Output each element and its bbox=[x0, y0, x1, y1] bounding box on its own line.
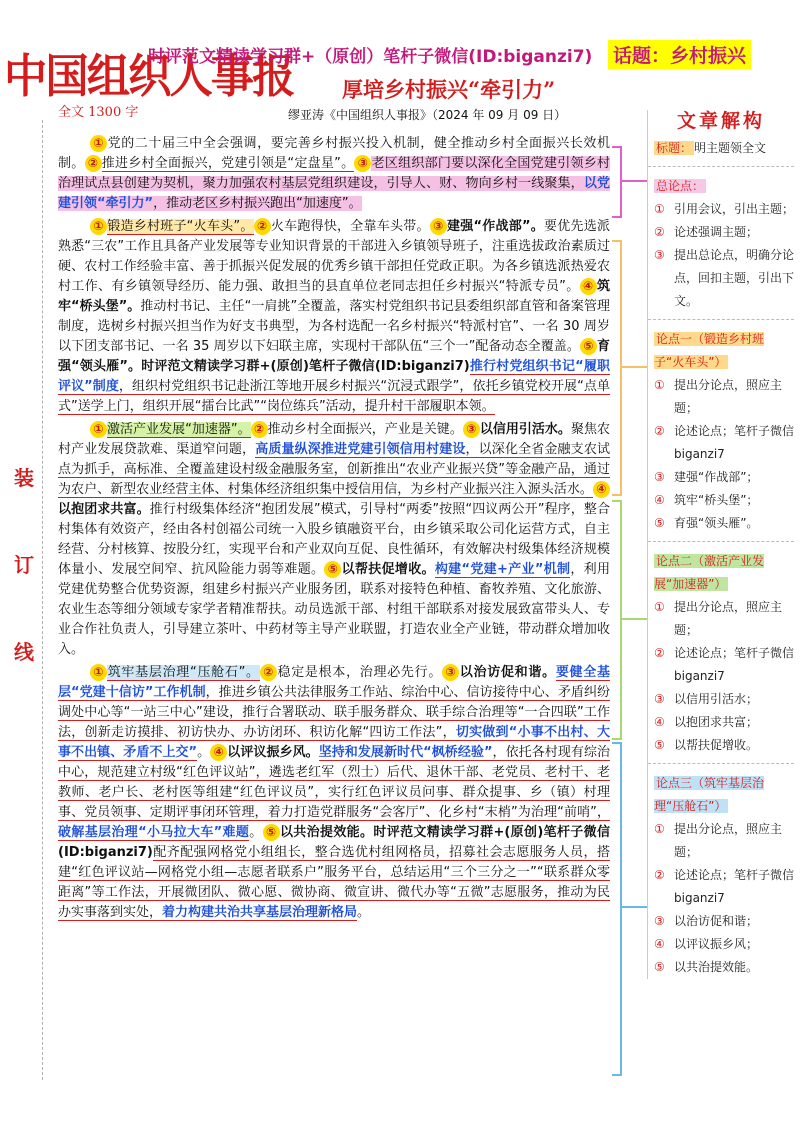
structure-panel bbox=[647, 110, 794, 979]
intro-section bbox=[648, 175, 794, 198]
intro-paragraph bbox=[58, 134, 610, 214]
panel-num: ① bbox=[654, 202, 665, 216]
sentence-number: ③ bbox=[430, 218, 447, 235]
panel-num: ③ bbox=[654, 248, 665, 262]
sentence-number: ⑤ bbox=[580, 338, 597, 355]
key-phrase: 要健全基层“党建十信访”工作机制 bbox=[58, 665, 610, 700]
section1-connector bbox=[622, 366, 647, 368]
panel-tag: 论点二（激活产业发展“加速器”） bbox=[654, 554, 765, 591]
panel-item bbox=[648, 688, 794, 711]
sentence-number: ② bbox=[251, 421, 268, 438]
sub-point: 以治访促和谐。 bbox=[459, 665, 556, 680]
word-count: 全文 1300 字 bbox=[58, 105, 139, 120]
sentence-number: ② bbox=[254, 218, 271, 235]
panel-item-text: 论述论点；笔杆子微信 biganzi7 bbox=[674, 868, 795, 905]
section1-bracket bbox=[612, 240, 622, 496]
panel-item-text: 论述论点；笔杆子微信 biganzi7 bbox=[674, 424, 795, 461]
sub-point: 以评议振乡风。 bbox=[227, 745, 319, 760]
sentence-number: ④ bbox=[593, 481, 610, 498]
panel-item bbox=[648, 489, 794, 512]
section1-panel bbox=[648, 328, 794, 374]
binding-line bbox=[42, 120, 43, 1080]
sentence-number: ④ bbox=[580, 278, 597, 295]
sentence: 聚焦农村产业发展贷款难、渠道窄问题， bbox=[58, 422, 610, 457]
panel-text: 明主题领全文 bbox=[694, 141, 767, 155]
sentence: 推动乡村全面振兴，产业是关键。 bbox=[267, 422, 463, 437]
panel-num: ① bbox=[654, 378, 665, 392]
panel-item-text: 以治访促和谐； bbox=[674, 914, 759, 928]
panel-num: ⑤ bbox=[654, 516, 665, 530]
sub-point: 以共治提效能。 bbox=[279, 825, 374, 840]
panel-tag: 标题： bbox=[656, 141, 693, 155]
panel-item-text: 以抱团求共富； bbox=[674, 715, 759, 729]
panel-item-text: 以共治提效能。 bbox=[674, 960, 759, 974]
sub-point: 筑牢“桥头堡”。 bbox=[58, 279, 610, 314]
sentence: ，以深化全省金融支农试点为抓手，高标准、全覆盖建设村级金融服务室，创新推出“农业产业振兴贷”等金融产品，通过为农户、新型农业经营主体、村集体经济组织集中授信用信，为乡村产业振兴注入源头活水。 bbox=[58, 442, 610, 497]
section3-connector bbox=[622, 906, 647, 908]
panel-item bbox=[648, 910, 794, 933]
sentence-number: ⑤ bbox=[324, 561, 341, 578]
panel-item bbox=[648, 956, 794, 979]
sentence-number: ① bbox=[90, 135, 107, 152]
intro-bracket bbox=[612, 146, 622, 218]
panel-item bbox=[648, 734, 794, 757]
panel-item bbox=[648, 711, 794, 734]
panel-item bbox=[648, 864, 794, 910]
panel-tag: 论点三（筑牢基层治理“压舱石”） bbox=[654, 776, 765, 813]
article-body bbox=[58, 134, 610, 926]
binding-char: 订 bbox=[14, 553, 34, 577]
panel-divider bbox=[648, 541, 794, 542]
sub-point: 以抱团求共富。 bbox=[58, 502, 150, 517]
sentence: 配齐配强网格党小组组长，整合选优村组网格员，招募社会志愿服务人员，搭建“红色评议站—网格党小组—志愿者联系户”服务平台，总结运用“三个三分之一”“联系群众零距离”等工作法，开展微团队、微心愿、微协商、微宣讲、微代办等“五微”志愿服务，推动为民办实事落到实处， bbox=[58, 845, 610, 920]
panel-divider bbox=[648, 763, 794, 764]
panel-item bbox=[648, 420, 794, 466]
panel-item bbox=[648, 512, 794, 535]
sentence: 要优先选派熟悉“三农”工作且具备产业发展等专业知识背景的干部进入乡镇领导班子，注重选拔政治素质过硬、农村工作经验丰富、善于抓振兴促发展的优秀乡镇干部担任党政正职。为各乡镇选派热爱农村工作、有乡镇领导经历、能力强、敢担当的县直单位老同志担任乡村振兴“特派专员”。 bbox=[58, 219, 610, 294]
section-heading: 激活产业发展“加速器”。 bbox=[107, 422, 251, 437]
key-phrase: 坚持和发展新时代“枫桥经验” bbox=[318, 745, 493, 760]
section-paragraph-1 bbox=[58, 217, 610, 417]
sentence: 。 bbox=[249, 825, 263, 840]
panel-num: ③ bbox=[654, 470, 665, 484]
panel-num: ④ bbox=[654, 493, 665, 507]
panel-num: ③ bbox=[654, 914, 665, 928]
panel-item bbox=[648, 374, 794, 420]
section3-bracket bbox=[612, 742, 622, 1076]
panel-item bbox=[648, 244, 794, 313]
panel-item-text: 引用会议，引出主题； bbox=[674, 202, 795, 216]
intro-connector bbox=[622, 180, 647, 182]
panel-item-text: 论述强调主题； bbox=[674, 225, 759, 239]
sentence-number: ① bbox=[90, 664, 107, 681]
panel-num: ② bbox=[654, 424, 665, 438]
sentence: 推行村级集体经济“抱团发展”模式，引导村“两委”按照“四议两公开”程序，整合村集体有效资产，经由各村创福公司统一入股乡镇融资平台，由乡镇采取公司化运营方式，自主经营、分村核算、按股分红，实现平台和产业双向互促、良性循环，有效解决村级集体经济规模体量小、发展空间窄、抗风险能力弱等难题。 bbox=[58, 502, 610, 577]
panel-item-text: 提出总论点，明确分论点，回扣主题，引出下文。 bbox=[674, 248, 795, 308]
key-phrase: 切实做到“小事不出村、大事不出镇、矛盾不上交” bbox=[58, 725, 610, 760]
panel-title-row bbox=[648, 137, 794, 160]
key-phrase: 破解基层治理“小马拉大车”难题 bbox=[58, 825, 250, 840]
panel-item bbox=[648, 198, 794, 221]
sentence-number: ③ bbox=[442, 664, 459, 681]
panel-item-text: 以帮扶促增收。 bbox=[674, 738, 759, 752]
sentence-number: ① bbox=[90, 218, 107, 235]
sentence: 推进乡村全面振兴，党建引领是“定盘星”。 bbox=[101, 156, 355, 171]
sub-point: 育强“领头雁”。 bbox=[58, 339, 610, 374]
key-phrase: 高质量纵深推进党建引领信用村建设 bbox=[255, 442, 466, 457]
watermark-text: 时评范文精读学习群+(原创)笔杆子微信(ID:biganzi7) bbox=[141, 359, 470, 374]
section2-connector bbox=[622, 618, 647, 620]
section-heading: 筑牢基层治理“压舱石”。 bbox=[107, 665, 260, 680]
key-phrase: 着力构建共治共享基层治理新格局 bbox=[162, 905, 358, 920]
panel-num: ① bbox=[654, 600, 665, 614]
group-banner: 时评范文精读学习群+（原创）笔杆子微信(ID:biganzi7) bbox=[148, 47, 593, 67]
panel-item bbox=[648, 818, 794, 864]
sentence-number: ① bbox=[90, 421, 107, 438]
topic-tag: 话题：乡村振兴 bbox=[608, 40, 751, 69]
key-phrase: 推行村党组织书记“履职评议”制度 bbox=[58, 359, 610, 394]
panel-item bbox=[648, 466, 794, 489]
panel-item bbox=[648, 596, 794, 642]
sentence-number: ③ bbox=[354, 155, 371, 172]
thesis-sentence: ，推动老区乡村振兴跑出“加速度”。 bbox=[153, 196, 362, 211]
panel-num: ① bbox=[654, 822, 665, 836]
panel-divider bbox=[648, 166, 794, 167]
sub-point: 以信用引活水。 bbox=[479, 422, 571, 437]
section3-panel bbox=[648, 772, 794, 818]
sentence: ，利用党建优势整合优势资源，组建乡村振兴产业服务团，联系对接特色种植、畜牧养殖、文化旅游、农业生态等细分领域专家学者精准帮扶。动员选派干部、村组干部联系对接发展致富带头人、专业合作社负责人，引导建立茶叶、中药材等主导产业联盟，打造农业全产业链，带动群众增加收入。 bbox=[58, 562, 610, 657]
binding-char: 装 bbox=[14, 466, 34, 490]
sub-point: 建强“作战部”。 bbox=[446, 219, 545, 234]
sentence: 。 bbox=[357, 905, 371, 920]
panel-item-text: 以评议振乡风； bbox=[674, 937, 759, 951]
panel-item-text: 以信用引活水； bbox=[674, 692, 759, 706]
sentence: ，组织村党组织书记赴浙江等地开展乡村振兴“沉浸式跟学”，依托乡镇党校开展“点单式”送学上门，组织开展“擂台比武”“岗位练兵”活动，提升村干部履职本领。 bbox=[58, 379, 610, 414]
byline: 缪亚涛《中国组织人事报》（2024 年 09 月 09 日） bbox=[288, 108, 567, 122]
panel-tag: 论点一（锻造乡村班子“火车头”） bbox=[654, 332, 765, 369]
panel-num: ③ bbox=[654, 692, 665, 706]
panel-item-text: 建强“作战部”； bbox=[674, 470, 759, 484]
section2-bracket bbox=[612, 500, 622, 740]
thesis-sentence: 老区组织部门要以深化全国党建引领乡村治理试点县创建为契机，聚力加强农村基层党组织建设，引导人、财、物向乡村一线聚集， bbox=[58, 156, 610, 191]
panel-item-text: 提出分论点，照应主题； bbox=[674, 822, 783, 859]
panel-num: ② bbox=[654, 225, 665, 239]
panel-item-text: 提出分论点，照应主题； bbox=[674, 600, 783, 637]
panel-num: ⑤ bbox=[654, 738, 665, 752]
sentence-number: ② bbox=[260, 664, 277, 681]
panel-num: ② bbox=[654, 868, 665, 882]
panel-tag: 总论点： bbox=[656, 179, 705, 193]
section2-panel bbox=[648, 550, 794, 596]
sentence: ，推进乡镇公共法律服务工作站、综治中心、信访接待中心、矛盾纠纷调处中心等“一站三中心”建设，推行合署联动、联手服务群众、联手综合治理等“一合四联”工作法，创新走访摸排、初访快办、办访闭环、积访化解“四访工作法”， bbox=[58, 685, 610, 740]
panel-num: ② bbox=[654, 646, 665, 660]
panel-divider bbox=[648, 319, 794, 320]
sentence: 火车跑得快，全靠车头带。 bbox=[270, 219, 430, 234]
key-phrase: 构建“党建+产业”机制 bbox=[434, 562, 571, 577]
binding-char: 线 bbox=[14, 640, 34, 664]
panel-item-text: 筑牢“桥头堡”； bbox=[674, 493, 759, 507]
sentence-number: ④ bbox=[210, 744, 227, 761]
panel-item bbox=[648, 221, 794, 244]
sentence: 党的二十届三中全会强调，要完善乡村振兴投入机制，健全推动乡村全面振兴长效机制。 bbox=[58, 136, 610, 171]
thesis-highlight: 以党建引领“牵引力” bbox=[58, 176, 610, 211]
panel-item-text: 育强“领头雁”。 bbox=[674, 516, 759, 530]
sentence-number: ⑤ bbox=[263, 824, 280, 841]
watermark-text: 时评范文精读学习群+(原创)笔杆子微信(ID:biganzi7) bbox=[58, 825, 610, 860]
panel-num: ④ bbox=[654, 937, 665, 951]
sentence: 推动村书记、主任“一肩挑”全覆盖，落实村党组织书记县委组织部直管和备案管理制度，选树乡村振兴担当作为好支书典型，为各村选配一名乡村振兴“特派村官”、一名 30 周岁以下团支部书记、一名 35 周岁以下妇联主席，实现村干部队伍“三个一”配备动态全覆盖。 bbox=[58, 299, 610, 354]
panel-item-text: 论述论点；笔杆子微信 biganzi7 bbox=[674, 646, 795, 683]
article-title: 厚培乡村振兴“牵引力” bbox=[342, 77, 556, 102]
sub-point: 以帮扶促增收。 bbox=[341, 562, 435, 577]
newspaper-logo: 中国组织人事报 bbox=[4, 49, 294, 103]
sentence-number: ② bbox=[85, 155, 102, 172]
sentence-number: ③ bbox=[463, 421, 480, 438]
sentence: 稳定是根本，治理必先行。 bbox=[276, 665, 443, 680]
section-heading: 锻造乡村班子“火车头”。 bbox=[107, 219, 254, 234]
panel-title: 文章解构 bbox=[676, 110, 765, 132]
panel-item-text: 提出分论点，照应主题； bbox=[674, 378, 783, 415]
sentence: ，依托各村现有综治中心，规范建立村级“红色评议站”，遴选老红军（烈士）后代、退休干部、老党员、老村干、老教师、老户长、老村医等组建“红色评议员”，实行红色评议员问事、群众提事、乡（镇）村理事、党员领事、定期评事闭环管理，着力打造党群服务“会客厅”、化乡村“末梢”为治理“前哨”， bbox=[58, 745, 610, 820]
sentence: 。 bbox=[197, 745, 211, 760]
section-paragraph-2 bbox=[58, 420, 610, 660]
panel-item bbox=[648, 933, 794, 956]
section-paragraph-3 bbox=[58, 663, 610, 923]
panel-item bbox=[648, 642, 794, 688]
binding-label bbox=[10, 462, 38, 723]
panel-num: ⑤ bbox=[654, 960, 665, 974]
panel-num: ④ bbox=[654, 715, 665, 729]
